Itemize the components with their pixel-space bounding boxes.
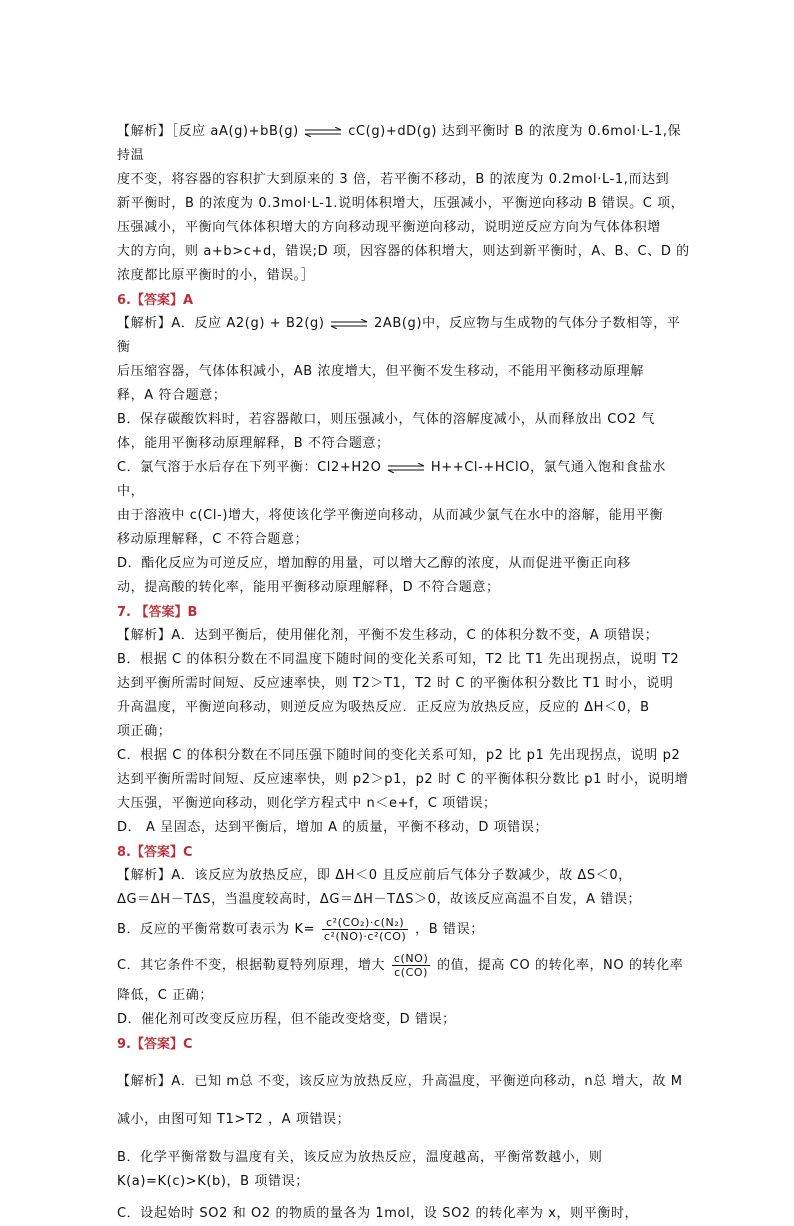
q8-line: 降低，C 正确； <box>117 988 214 1003</box>
q7-line: 达到平衡所需时间短、反应速率快，则 T2＞T1，T2 时 C 的平衡体积分数比 T1 时小，说明 <box>117 676 674 691</box>
intro-line: 浓度都比原平衡时的小，错误。］ <box>117 268 315 283</box>
q9-line: 减小，由图可知 T1>T2 ，A 项错误； <box>117 1112 351 1127</box>
q9-header: 9.【答案】C <box>117 1037 193 1052</box>
q9-line: B．化学平衡常数与温度有关，该反应为放热反应，温度越高，平衡常数越小，则 <box>117 1150 603 1165</box>
q7-line: 项正确； <box>117 724 172 739</box>
q6-line: 【解析】A．反应 A2(g) + B2(g) 2AB(g)中，反应物与生成物的气体分子数相等，平衡 <box>117 316 681 355</box>
q8-line: 【解析】A．该反应为放热反应，即 ΔH＜0 且反应前后气体分子数减少，故 ΔS＜0， <box>117 868 632 883</box>
equilibrium-arrow-icon <box>386 463 426 473</box>
q6-line: C．氯气溶于水后存在下列平衡：Cl2+H2O H++Cl-+HClO，氯气通入饱和食盐水中， <box>117 460 667 499</box>
q6-line: B．保存碳酸饮料时，若容器敞口，则压强减小，气体的溶解度减小，从而释放出 CO2 气 <box>117 412 655 427</box>
answers-block <box>117 288 692 1226</box>
q6-line: 后压缩容器，气体体积减小，AB 浓度增大，但平衡不发生移动，不能用平衡移动原理解 <box>117 364 644 379</box>
q6-header: 6.【答案】A <box>117 293 194 308</box>
q8-header: 8.【答案】C <box>117 845 193 860</box>
intro-block <box>117 120 692 288</box>
q7-header: 7. 【答案】B <box>117 605 198 620</box>
q6-line: 动，提高酸的转化率，能用平衡移动原理解释，D 不符合题意； <box>117 580 500 595</box>
q6-line: 释，A 符合题意； <box>117 388 227 403</box>
intro-line: 大的方向，则 a+b>c+d，错误;D 项，因容器的体积增大，则达到新平衡时，A、B、C、D 的 <box>117 244 690 259</box>
q7-line: 大压强，平衡逆向移动，则化学方程式中 n＜e+f，C 项错误； <box>117 796 497 811</box>
intro-line-1: 【解析】［反应 aA(g)+bB(g) cC(g)+dD(g) 达到平衡时 B 的浓度为 0.6mol·L-1,保持温 <box>117 124 682 163</box>
q6-line: 体，能用平衡移动原理解释，B 不符合题意； <box>117 436 390 451</box>
q9-line: K(a)=K(c)>K(b)，B 项错误； <box>117 1174 309 1189</box>
k-fraction: $\frac{\text{c²(CO₂)·c(N₂)}}{\text{c²(NO)·c²(CO)}}$ <box>323 916 407 943</box>
q6-line: D．酯化反应为可逆反应，增加醇的用量，可以增大乙醇的浓度，从而促进平衡正向移 <box>117 556 631 571</box>
q9-line: C．设起始时 SO2 和 O2 的物质的量各为 1mol，设 SO2 的转化率为 x，则平衡时， <box>117 1206 639 1221</box>
intro-line: 压强减小，平衡向气体体积增大的方向移动现平衡逆向移动，说明逆反应方向为气体体积增 <box>117 220 662 235</box>
q9-line: 【解析】A．已知 m总 不变，该反应为放热反应，升高温度，平衡逆向移动，n总 增大，故 M <box>117 1074 683 1089</box>
q6-line: 移动原理解释，C 不符合题意； <box>117 532 309 547</box>
intro-line: 度不变，将容器的容积扩大到原来的 3 倍，若平衡不移动，B 的浓度为 0.2mol·L-1,而达到 <box>117 172 670 187</box>
q8-line: D．催化剂可改变反应历程，但不能改变焓变，D 错误； <box>117 1012 456 1027</box>
q8-line: C．其它条件不变，根据勒夏特列原理，增大 $\frac{c(NO)}{c(CO)}$ 的值，提高 CO 的转化率，NO 的转化率 <box>117 952 684 979</box>
q7-line: 达到平衡所需时间短、反应速率快，则 p2＞p1，p2 时 C 的平衡体积分数比 p1 时小，说明增 <box>117 772 689 787</box>
intro-line: 新平衡时，B 的浓度为 0.3mol·L-1.说明体积增大，压强减小，平衡逆向移动 B 错误。C 项， <box>117 196 685 211</box>
q8-line: B．反应的平衡常数可表示为 K= $\frac{\text{c²(CO₂)·c(N₂)}}{\text{c²(NO)·c²(CO)}}$ ，B 错误； <box>117 916 484 943</box>
q6-line: 由于溶液中 c(Cl-)增大，将使该化学平衡逆向移动，从而减少氯气在水中的溶解，能用平衡 <box>117 508 664 523</box>
q7-line: C．根据 C 的体积分数在不同压强下随时间的变化关系可知，p2 比 p1 先出现拐点，说明 p2 <box>117 748 681 763</box>
equilibrium-arrow-icon <box>329 319 369 329</box>
q7-line: 【解析】A．达到平衡后，使用催化剂，平衡不发生移动，C 的体积分数不变，A 项错误； <box>117 628 659 643</box>
equilibrium-arrow-icon <box>303 127 343 137</box>
ratio-fraction: $\frac{c(NO)}{c(CO)}$ <box>393 952 429 979</box>
q7-line: D． A 呈固态，达到平衡后，增加 A 的质量，平衡不移动，D 项错误； <box>117 820 549 835</box>
q7-line: B．根据 C 的体积分数在不同温度下随时间的变化关系可知，T2 比 T1 先出现拐点，说明 T2 <box>117 652 680 667</box>
q8-line: ΔG＝ΔH－TΔS，当温度较高时，ΔG＝ΔH－TΔS＞0，故该反应高温不自发，A 错误； <box>117 892 642 907</box>
q7-line: 升高温度，平衡逆向移动，则逆反应为吸热反应．正反应为放热反应，反应的 ΔH＜0，B <box>117 700 650 715</box>
